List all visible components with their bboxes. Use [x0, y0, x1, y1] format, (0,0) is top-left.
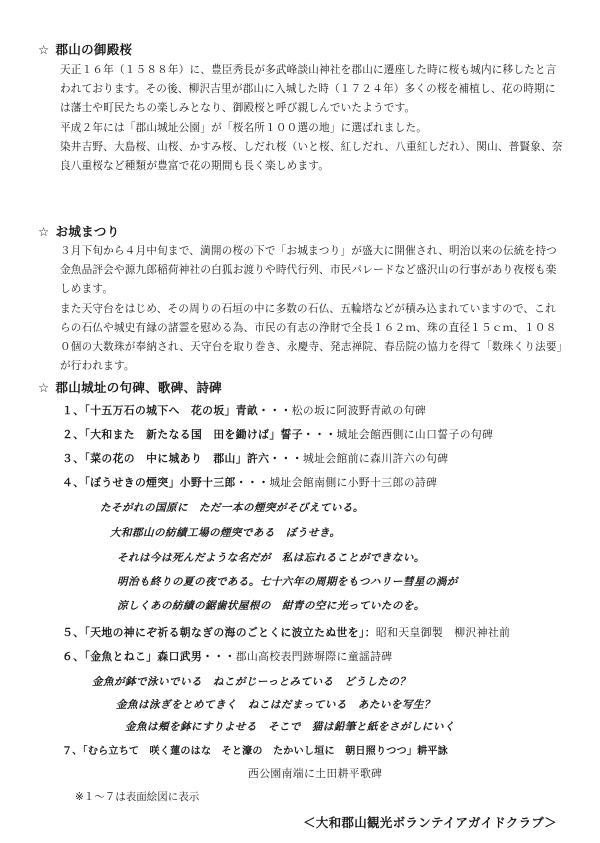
verse-line: 金魚は頬を鉢にすりよせる そこで 猫は鉛筆と紙をさがしにいく	[125, 721, 455, 733]
section-body-gotenzakura	[60, 61, 565, 176]
list-item: ４、「ぼうせきの煙突」小野十三郎・・・城址会館南側に小野十三郎の詩碑	[62, 476, 438, 489]
list-item: ６、「金魚とねこ」森口武男・・・郡山高校表門跡塀際に童謡詩碑	[62, 650, 393, 663]
star-icon: ☆	[38, 42, 50, 57]
list-item: １、「十五万石の城下へ 花の坂」青畝・・・松の坂に阿波野青畝の句碑	[62, 404, 427, 417]
list-item: ２、「大和また 新たなる国 田を鋤けば」誓子・・・城址会館西側に山口誓子の句碑	[62, 428, 494, 441]
footnote: ※１～７は表面絵図に表示	[75, 791, 200, 803]
paragraph: 染井吉野、大島桜、山桜、かすみ桜、しだれ桜（いと桜、紅しだれ、八重紅しだれ）、関山、普賢象、奈良八重桜など種類が豊富で花の期間も長く楽しめます。	[60, 140, 563, 173]
section-body-oshiro-matsuri	[60, 242, 565, 376]
verse-line: たそがれの国原に ただ一本の煙突がそびえている。	[100, 502, 364, 514]
star-icon: ☆	[38, 380, 50, 395]
section-title-monuments: ☆ 郡山城址の句碑、歌碑、詩碑	[38, 380, 222, 395]
star-icon: ☆	[38, 224, 50, 239]
verse-line: 金魚は泳ぎをとめてきく ねこはだまっている あたいを写生？	[116, 699, 435, 711]
paragraph: 天正１６年（１５８８年）に、豊臣秀長が多武峰談山神社を郡山に遷座した時に桜も城内に移したと言われております。その後、柳沢吉里が郡山に入城した時（１７２４年）多くの桜を補植し、花の時期には藩士や町民たちの楽しみとなり、御殿桜と呼び親しんでいたようです。	[60, 64, 557, 115]
paragraph: ３月下旬から４月中旬まで、満開の桜の下で「お城まつり」が盛大に開催され、明治以来の伝統を持つ金魚品評会や源九郎稲荷神社の白狐お渡りや時代行列、市民パレードなど盛沢山の行事があり夜桜も楽しめます。	[60, 245, 557, 296]
paragraph: 平成２年には「郡山城址公園」が「桜名所１００選の地」に選ばれました。	[60, 121, 427, 134]
list-item: ５、「天地の神にぞ祈る朝なぎの海のごとくに波立たぬ世を」：昭和天皇御製 柳沢神社前	[62, 626, 511, 639]
verse-line: それは今は死んだような名だが 私は忘れることができない。	[117, 552, 425, 564]
list-item: ７、「むら立ちて 咲く蓮のはな そと濠の たかいし垣に 朝日照りつつ」耕平詠	[62, 746, 449, 757]
list-item: ３、「菜の花の 中に城あり 郡山」許六・・・城址会館前に森川許六の句碑	[62, 452, 449, 465]
section-title-oshiro-matsuri: ☆ お城まつり	[38, 224, 120, 239]
verse-line: 金魚が鉢で泳いでいる ねこがじーっとみている どうしたの？	[92, 676, 411, 688]
verse-line: 明治も終りの夏の夜である。七十六年の周期をもつハリー彗星の渦が	[117, 576, 458, 588]
verse-line: 涼しくあの紡績の鋸歯状屋根の 紺青の空に光っていたのを。	[117, 600, 425, 612]
verse-line: 大和郡山の紡績工場の煙突である ぼうせき。	[110, 527, 341, 539]
organization-credit: ＜大和郡山観光ボランテイアガイドクラブ＞	[303, 815, 558, 830]
verse-caption: 西公園南端に土田耕平歌碑	[248, 767, 383, 780]
paragraph: また天守台をはじめ、その周りの石垣の中に多数の石仏、五輪塔などが積み込まれていますので、これらの石仏や城史有縁の諸霊を慰める為、市民の有志の浄財で全長１６２ｍ、珠の直径１５ｃｍ、１０８０個の大数珠が奉納され、天守台を取り巻き、永慶寺、発志禅院、春岳院の協力を得て「数珠くり法要」が行われます。	[60, 302, 563, 373]
section-title-gotenzakura: ☆ 郡山の御殿桜	[38, 42, 133, 57]
